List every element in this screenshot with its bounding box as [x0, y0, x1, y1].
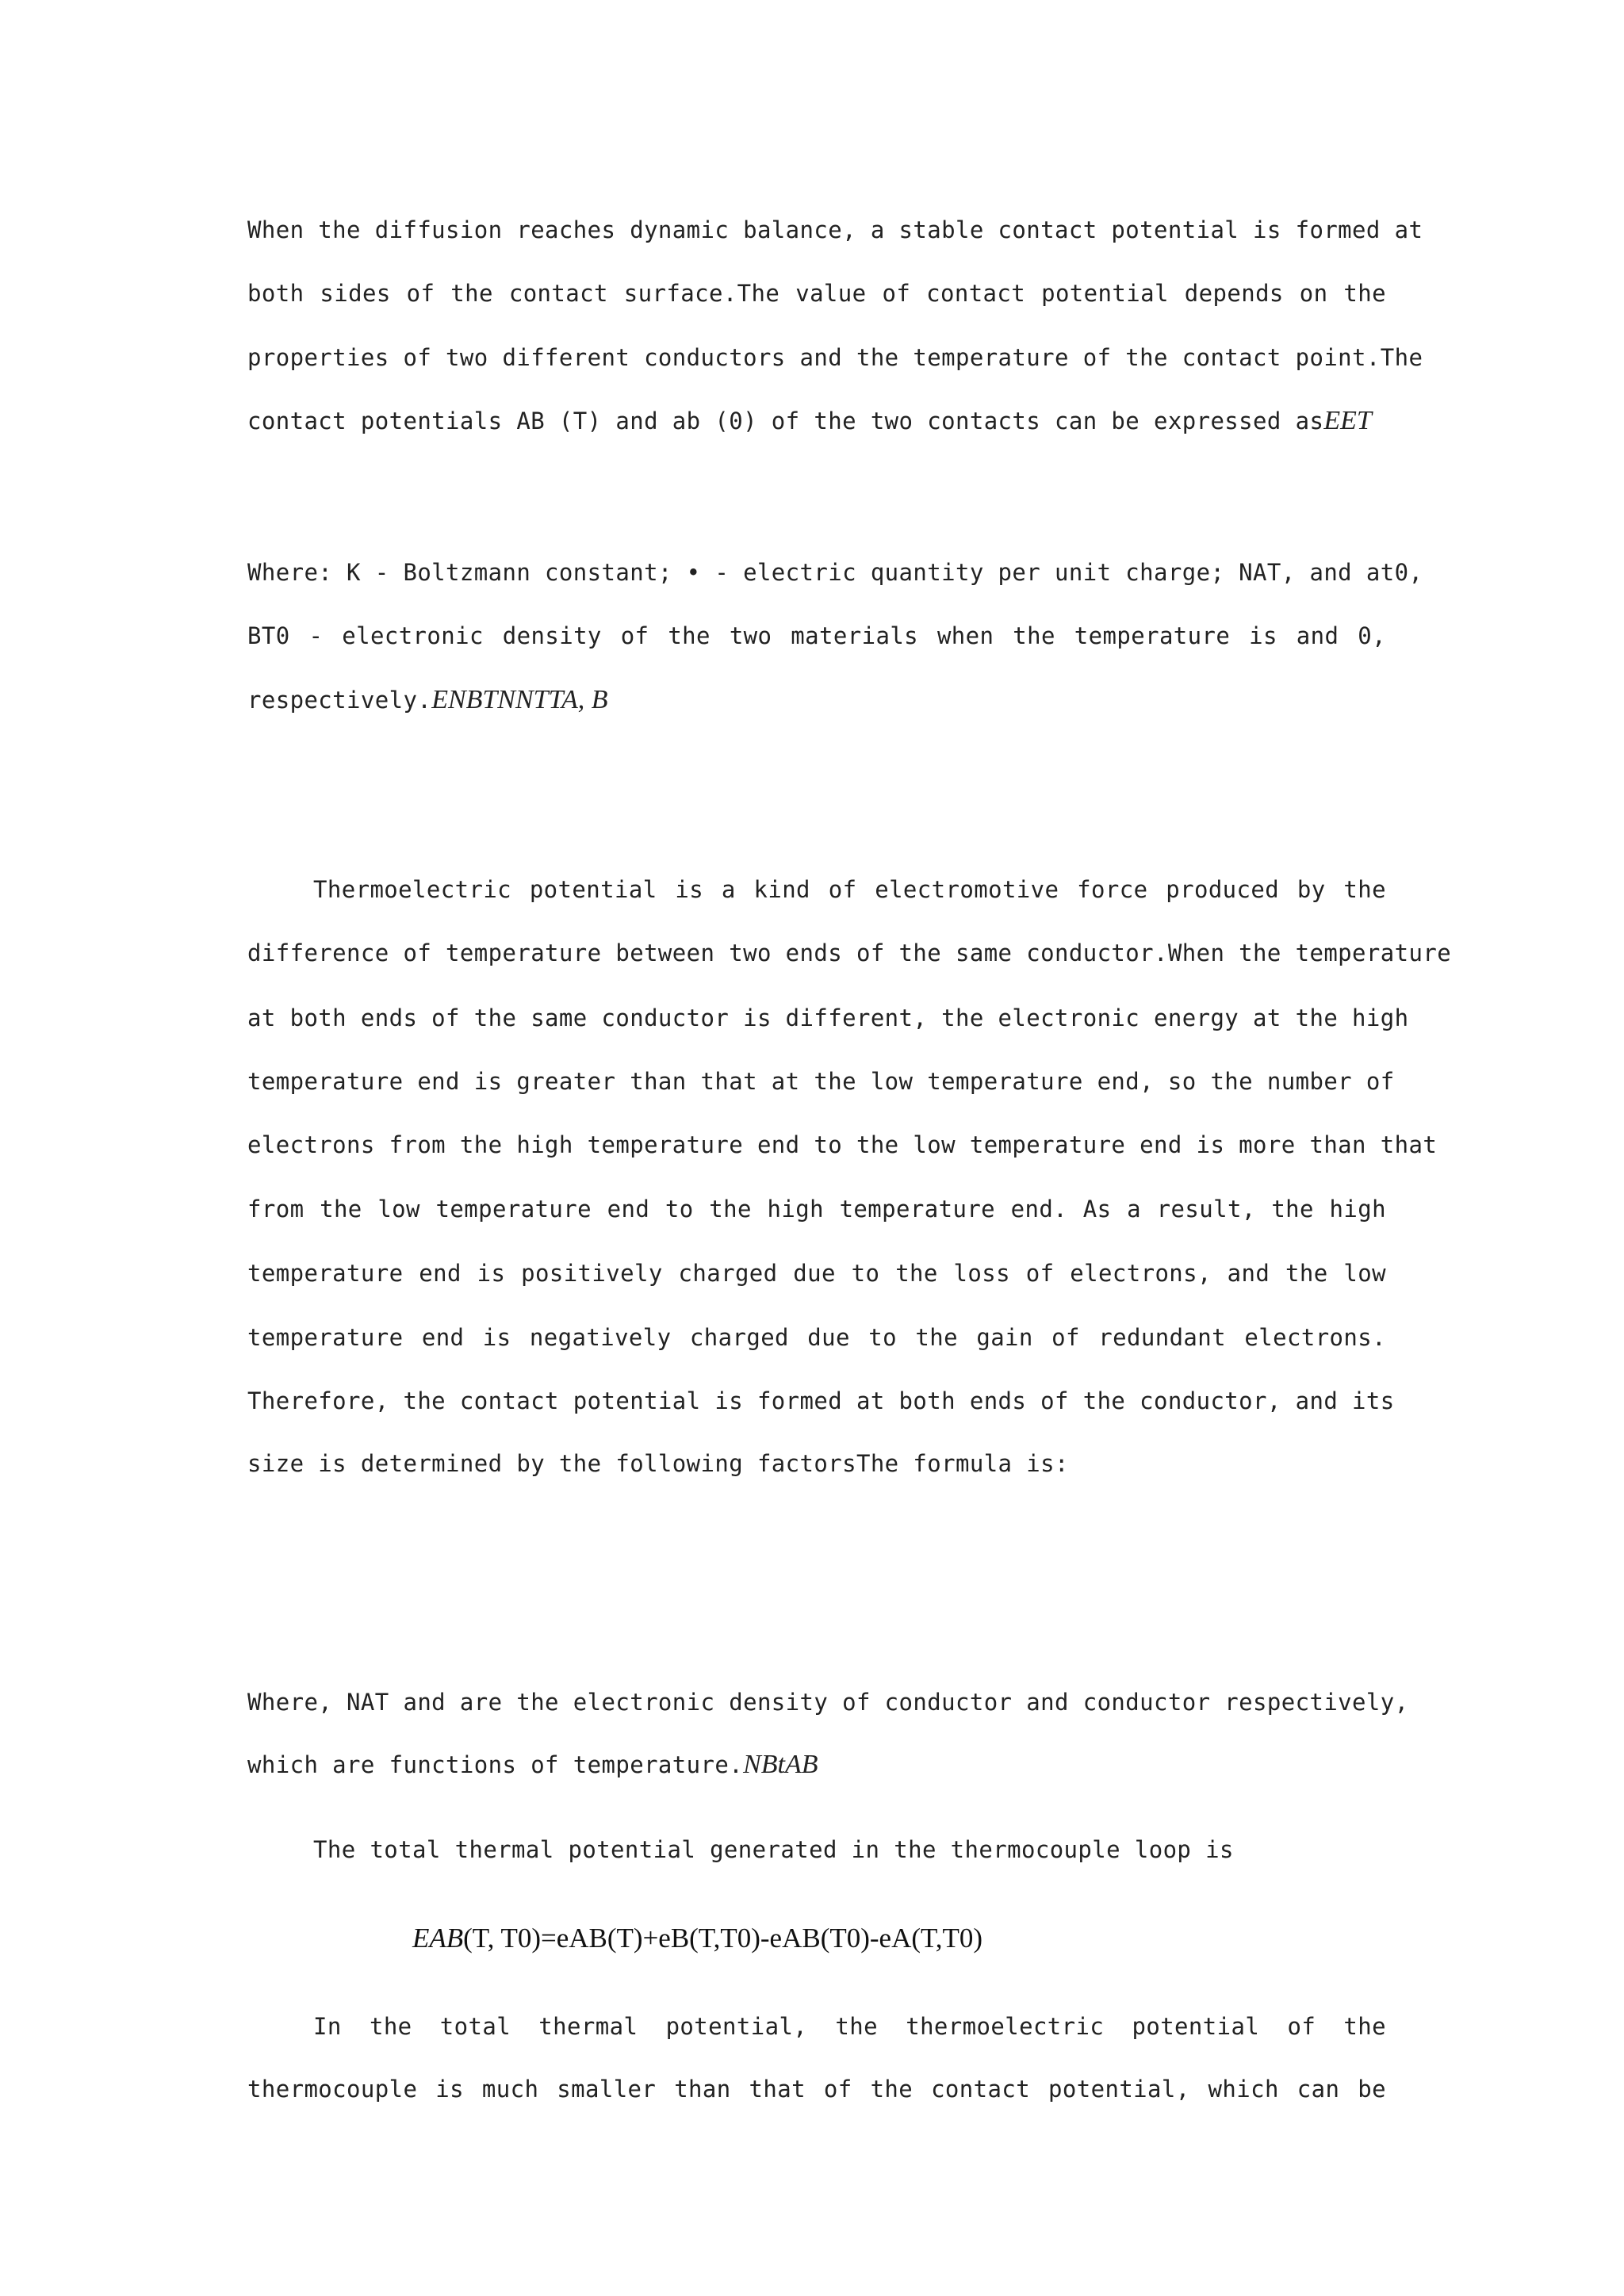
paragraph-2-line-3-text: respectively. [247, 687, 432, 714]
paragraph-3-line-2: difference of temperature between two ends of the same conductor.When the temperature [247, 939, 1452, 966]
paragraph-3-line-3: at both ends of the same conductor is different, the electronic energy at the high [247, 1004, 1409, 1031]
paragraph-3-line-1: Thermoelectric potential is a kind of electromotive force produced by the [313, 876, 1386, 903]
paragraph-1-line-4-text: contact potentials AB (T) and ab (0) of the two contacts can be expressed as [247, 408, 1324, 434]
paragraph-2-line-1: Where: K - Boltzmann constant; • - electric quantity per unit charge; NAT, and at0, [247, 559, 1423, 586]
paragraph-3-line-9: Therefore, the contact potential is formed at both ends of the conductor, and its [247, 1387, 1395, 1414]
paragraph-2-line-2: BT0 - electronic density of the two materials when the temperature is and 0, [247, 622, 1386, 649]
paragraph-1-line-1: When the diffusion reaches dynamic balance, a stable contact potential is formed at [247, 216, 1423, 243]
formula-rest: (T, T0)=eAB(T)+eB(T,T0)-eAB(T0)-eA(T,T0) [463, 1923, 983, 1954]
inline-math-enbtnntta: ENBTNNTTA, B [431, 685, 608, 714]
paragraph-1-line-2: both sides of the contact surface.The value of contact potential depends on the [247, 280, 1386, 307]
paragraph-3-line-4: temperature end is greater than that at the low temperature end, so the number of [247, 1068, 1395, 1095]
paragraph-5-line-1: The total thermal potential generated in the thermocouple loop is [313, 1836, 1234, 1863]
paragraph-3-line-8: temperature end is negatively charged due to the gain of redundant electrons. [247, 1324, 1386, 1351]
inline-math-eet: EET [1323, 406, 1372, 435]
paragraph-2-line-3 [247, 683, 1386, 718]
inline-math-nbtab: NBtAB [743, 1750, 818, 1779]
paragraph-4-line-2 [247, 1747, 1386, 1782]
paragraph-6-line-1: In the total thermal potential, the thermoelectric potential of the [313, 2013, 1386, 2040]
paragraph-6-line-2: thermocouple is much smaller than that of the contact potential, which can be [247, 2076, 1386, 2103]
paragraph-1-line-4 [247, 404, 1386, 438]
paragraph-3-line-6: from the low temperature end to the high temperature end. As a result, the high [247, 1196, 1386, 1223]
paragraph-4-line-1: Where, NAT and are the electronic density of conductor and conductor respectively, [247, 1689, 1409, 1716]
thermocouple-formula [412, 1920, 982, 1957]
paragraph-1-line-3: properties of two different conductors and the temperature of the contact point.The [247, 344, 1423, 371]
paragraph-3-line-10: size is determined by the following factorsThe formula is: [247, 1450, 1069, 1477]
paragraph-4-line-2-text: which are functions of temperature. [247, 1751, 744, 1778]
formula-italic-part: EAB [412, 1923, 464, 1954]
paragraph-3-line-7: temperature end is positively charged due to the loss of electrons, and the low [247, 1260, 1386, 1287]
paragraph-3-line-5: electrons from the high temperature end to the low temperature end is more than that [247, 1131, 1438, 1158]
